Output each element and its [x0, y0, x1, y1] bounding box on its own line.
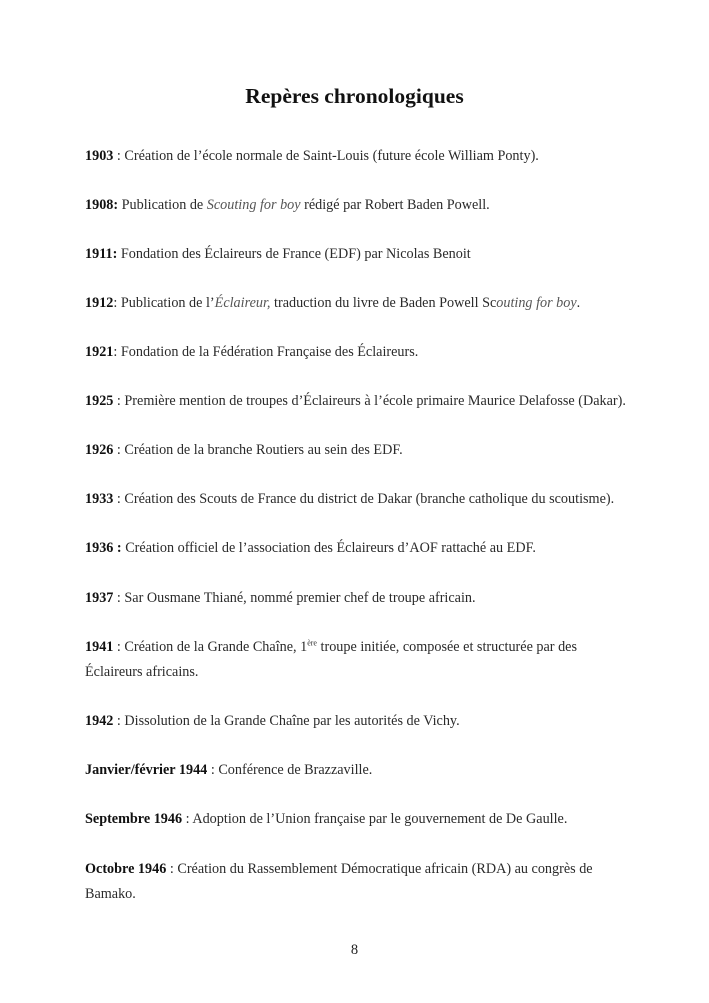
entry-separator: : [113, 344, 121, 360]
entry-separator: : [113, 491, 125, 507]
entry-text: Création officiel de l’association des Éclaireurs d’AOF rattaché au EDF. [125, 540, 536, 556]
entry-book-title: Scouting for boy [206, 197, 301, 213]
entry-date: 1921 [85, 344, 114, 360]
entry-separator: : [113, 393, 125, 409]
entry-separator: : [113, 713, 125, 729]
entry-date: 1936 : [85, 540, 122, 556]
timeline-entry-1921 [85, 340, 630, 365]
entry-book-title: Éclaireur, [214, 295, 271, 311]
entry-date: 1912 [85, 295, 114, 311]
timeline-entry-1908 [85, 193, 630, 218]
entry-text-post: . [576, 295, 581, 311]
entry-text: Création des Scouts de France du district de Dakar (branche catholique du scoutisme). [124, 491, 615, 507]
entry-text: Conférence de Brazzaville. [218, 762, 373, 778]
timeline-entry-1936 [85, 536, 630, 561]
entry-text: Fondation de la Fédération Française des Éclaireurs. [120, 344, 419, 360]
entry-text-pre: Publication de l’ [120, 295, 215, 311]
entry-text-post: troupe initiée, composée et structurée par des Éclaireurs africains. [85, 639, 577, 680]
entry-date: Octobre 1946 [85, 861, 167, 877]
timeline-entry-sept-1946 [85, 807, 630, 832]
entry-date: Septembre 1946 [85, 811, 183, 827]
entry-book-title-2: outing for boy [496, 295, 577, 311]
entry-text-pre: Création de la Grande Chaîne, 1 [124, 639, 308, 655]
entry-text: Création du Rassemblement Démocratique africain (RDA) au congrès de Bamako. [85, 861, 593, 902]
entry-date: 1926 [85, 442, 114, 458]
timeline-entry-1937 [85, 586, 630, 611]
entry-separator: : [113, 148, 125, 164]
entry-text-post: rédigé par Robert Baden Powell. [300, 197, 490, 213]
entry-superscript: ère [307, 638, 317, 648]
entry-text-pre: Publication de [121, 197, 207, 213]
entry-separator: : [113, 590, 125, 606]
entry-text: Création de l’école normale de Saint-Louis (future école William Ponty). [124, 148, 539, 164]
page-title: Repères chronologiques [245, 84, 464, 108]
entry-text: Création de la branche Routiers au sein des EDF. [124, 442, 403, 458]
entry-date: 1937 [85, 590, 114, 606]
timeline-entry-1925 [85, 389, 630, 414]
entry-text: Dissolution de la Grande Chaîne par les autorités de Vichy. [124, 713, 460, 729]
entry-separator: : [113, 295, 121, 311]
entry-date: 1911: [85, 246, 118, 262]
entry-text: Adoption de l’Union française par le gouvernement de De Gaulle. [192, 811, 568, 827]
entry-separator: : [166, 861, 178, 877]
entry-date: 1942 [85, 713, 114, 729]
timeline-entry-1926 [85, 438, 630, 463]
entry-separator: : [182, 811, 193, 827]
entry-date: 1925 [85, 393, 114, 409]
entry-date: 1933 [85, 491, 114, 507]
entry-separator: : [113, 639, 125, 655]
timeline-entry-1944 [85, 758, 630, 783]
timeline-entry-1903 [85, 144, 630, 169]
entry-date: 1908: [85, 197, 119, 213]
timeline-entry-oct-1946 [85, 857, 630, 906]
entry-date: 1941 [85, 639, 114, 655]
entry-text-mid: traduction du livre de Baden Powell Sc [270, 295, 497, 311]
entry-text: Sar Ousmane Thiané, nommé premier chef de troupe africain. [124, 590, 476, 606]
entry-separator: : [207, 762, 219, 778]
timeline-entry-1942 [85, 709, 630, 734]
timeline-entry-1912 [85, 291, 630, 316]
entry-separator: : [113, 442, 125, 458]
entry-text: Première mention de troupes d’Éclaireurs à l’école primaire Maurice Delafosse (Dakar). [124, 393, 626, 409]
entry-date: 1903 [85, 148, 114, 164]
page-number: 8 [350, 942, 359, 958]
timeline-entry-1911 [85, 242, 630, 267]
timeline-entry-1941 [85, 635, 630, 684]
entry-text: Fondation des Éclaireurs de France (EDF) par Nicolas Benoit [120, 246, 471, 262]
timeline-entry-1933 [85, 487, 645, 512]
entry-date: Janvier/février 1944 [85, 762, 208, 778]
